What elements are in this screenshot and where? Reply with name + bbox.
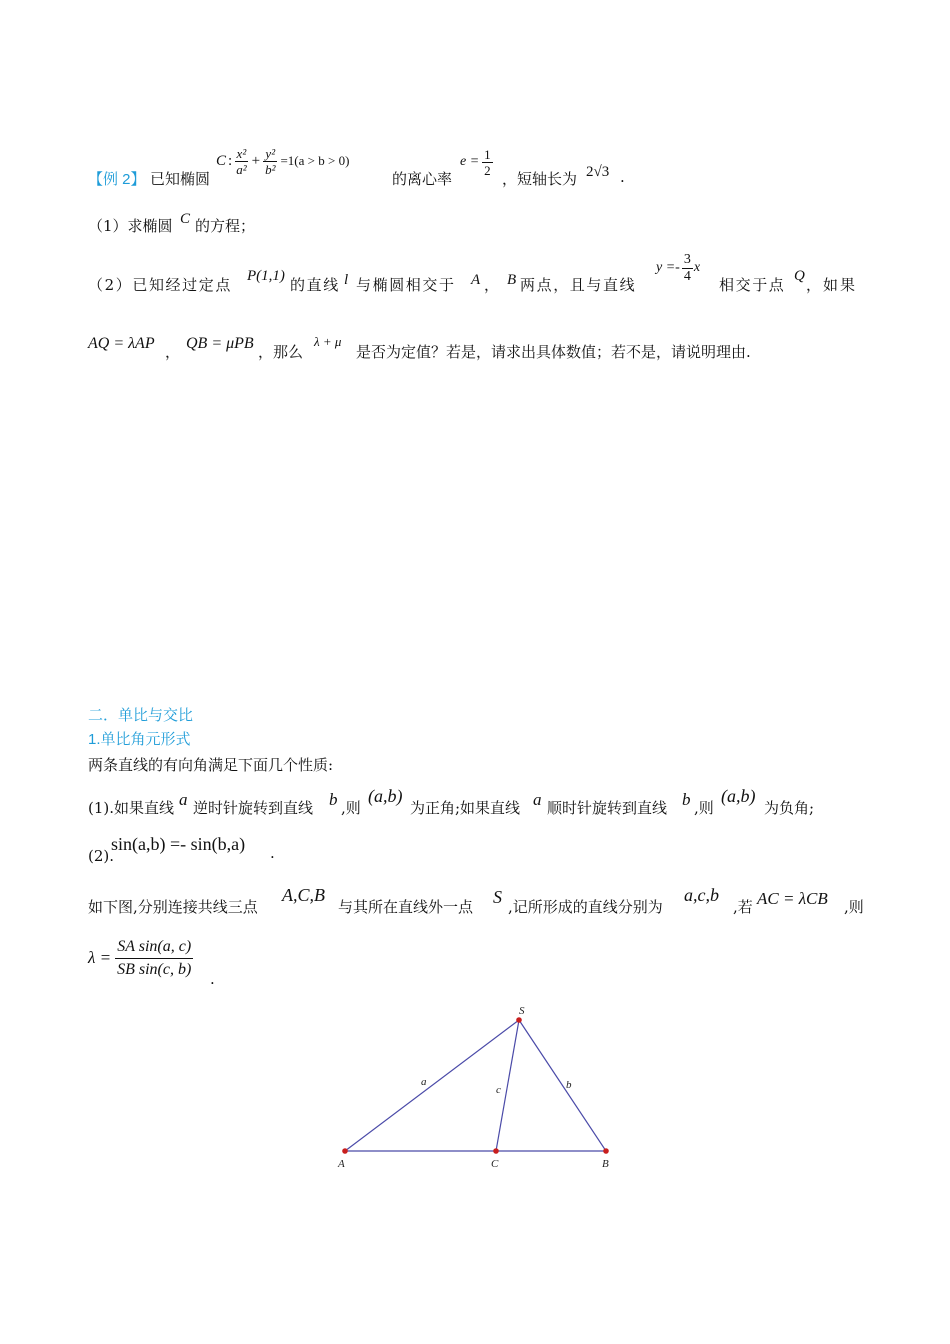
minor-axis-label: ，短轴长为 xyxy=(502,170,578,188)
q3-then: ，那么 xyxy=(258,343,304,361)
q1-ellipse-name: C xyxy=(180,211,191,227)
label-line-a: a xyxy=(421,1076,427,1088)
triangle-figure xyxy=(320,995,640,1180)
label-C: C xyxy=(491,1158,499,1170)
p2-text-g: 为负角; xyxy=(764,799,815,817)
p4-point-S: S xyxy=(493,887,502,907)
section-subheading: 1.单比角元形式 xyxy=(88,731,191,748)
p4-lines: a,c,b xyxy=(684,885,719,905)
section-heading: 二．单比与交比 xyxy=(88,707,194,724)
p2-var-a: a xyxy=(179,790,188,809)
ellipse-equation: C : $\frac{\text{x²}}{\text{a²}}$ + $\frac{\text{y²}}{\text{b²}}$ =1(a > b > 0) xyxy=(216,145,350,177)
eccentricity-value: e = $\frac{1}{2}$ xyxy=(460,146,491,178)
p4-text-e: ,则 xyxy=(844,898,864,916)
q3-AQ: AQ = λAP xyxy=(88,335,155,352)
p4-text-a: 如下图,分别连接共线三点 xyxy=(88,898,258,916)
p2-text-e: 顺时针旋转到直线 xyxy=(547,799,668,817)
p4-text-c: ,记所形成的直线分别为 xyxy=(508,898,663,916)
line-b xyxy=(519,1020,606,1151)
q2-B: B xyxy=(507,272,517,288)
q2-meet: 相交于点 xyxy=(719,276,786,294)
q2-if: ，如果 xyxy=(806,276,858,294)
lambda-formula: λ = $\frac{\text{SA sin(a, c)}}{\text{SB sin(c, b)}}$ xyxy=(88,937,192,978)
sine-identity: sin(a,b) =- sin(b,a) xyxy=(111,834,246,854)
p3-end: . xyxy=(270,844,275,862)
q3-lambda-mu: λ + μ xyxy=(314,334,342,349)
minor-axis-value: 2√3 xyxy=(586,164,610,180)
q2-line-equation: y =- $\frac{3}{4}$ x xyxy=(656,251,701,284)
p2-var-a-2: a xyxy=(533,790,542,809)
p4-text-b: 与其所在直线外一点 xyxy=(338,898,474,916)
p2-text-d: 为正角;如果直线 xyxy=(410,799,521,817)
q3-rest: 是否为定值？若是，请求出具体数值；若不是，请说明理由. xyxy=(356,343,751,361)
p2-text-b: 逆时针旋转到直线 xyxy=(193,799,314,817)
p2-text-a: (1).如果直线 xyxy=(88,799,175,817)
q2-comma: ， xyxy=(484,276,500,294)
p2-text-f: ,则 xyxy=(694,799,714,817)
q2-Q: Q xyxy=(794,268,805,284)
frac-y: $\frac{\text{y²}}{\text{b²}}$ xyxy=(265,145,276,177)
q2-A: A xyxy=(471,272,481,288)
q1-suffix: 的方程； xyxy=(195,217,256,235)
p4-points: A,C,B xyxy=(282,885,325,905)
q2-l: l xyxy=(344,272,349,288)
label-S: S xyxy=(519,1005,525,1017)
point-A xyxy=(342,1148,348,1154)
period: . xyxy=(620,168,625,186)
label-B: B xyxy=(602,1158,609,1170)
q3-sep: ， xyxy=(165,343,181,361)
q2-point-P: P(1,1) xyxy=(247,268,285,284)
example-intro: 已知椭圆 xyxy=(150,170,211,188)
p2-var-b-2: b xyxy=(682,790,691,809)
p2-text-c: ,则 xyxy=(341,799,361,817)
q2-line: 的直线 xyxy=(290,276,340,294)
p3-label: (2). xyxy=(88,847,115,865)
formula-end: . xyxy=(210,970,215,988)
p2-angle-ab: (a,b) xyxy=(368,786,403,806)
example-tag: 【例 2】 xyxy=(88,171,146,188)
label-A: A xyxy=(338,1158,345,1170)
label-line-b: b xyxy=(566,1079,572,1091)
p2-angle-ab-2: (a,b) xyxy=(721,786,756,806)
point-S xyxy=(516,1017,522,1023)
section-para-1: 两条直线的有向角满足下面几个性质: xyxy=(88,756,334,774)
point-B xyxy=(603,1148,609,1154)
q2-two-points: 两点，且与直线 xyxy=(520,276,637,294)
line-a xyxy=(345,1020,519,1151)
point-C xyxy=(493,1148,499,1154)
p2-var-b: b xyxy=(329,790,338,809)
eccentricity-label: 的离心率 xyxy=(392,170,453,188)
q2-prefix: （2）已知经过定点 xyxy=(88,276,232,294)
p4-relation: AC = λCB xyxy=(757,889,828,908)
q3-QB: QB = μPB xyxy=(186,335,254,352)
label-line-c: c xyxy=(496,1084,501,1096)
q2-intersect: 与椭圆相交于 xyxy=(356,276,456,294)
p4-text-d: ,若 xyxy=(733,898,753,916)
q1-prefix: （1）求椭圆 xyxy=(88,217,173,235)
frac-x: $\frac{\text{x²}}{\text{a²}}$ xyxy=(236,145,247,177)
